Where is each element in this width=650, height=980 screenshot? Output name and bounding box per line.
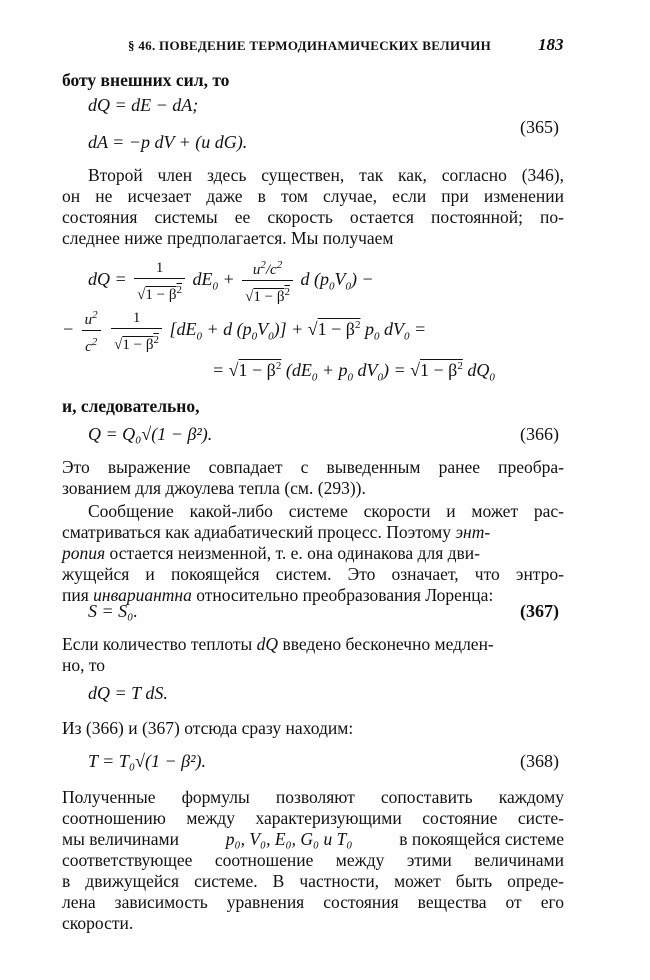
derivation-line-3: = $√1 - \beta^2$ ($dE_0 + p_0$ $dV_0) = √1 - \beta^2$ $dQ_0$ (212, 360, 495, 384)
paragraph-line: Это выражение совпадает с выведенным ранее преобра- (62, 457, 564, 477)
paragraph-line: и, следовательно, (62, 396, 200, 416)
paragraph-line: но, то (62, 655, 106, 675)
paragraph-line (62, 634, 494, 654)
equation-365a: dQ = dE − dA; (88, 95, 199, 115)
paragraph-line (62, 829, 564, 849)
equation-label-365: (365) (520, 117, 559, 137)
paragraph-line: состояния системы ее скорость остается постоянной; по- (62, 207, 564, 227)
paragraph-line: Второй член здесь существен, так как, согласно (346), (88, 165, 564, 185)
paragraph-line: зованием для джоулева тепла (см. (293)). (62, 478, 366, 498)
paragraph-line: Полученные формулы позволяют сопоставить каждому (62, 787, 564, 807)
line-text: остается неизменной, т. е. она одинакова для дви- (109, 543, 480, 563)
paragraph-line (62, 543, 480, 563)
equation-label-368: (368) (520, 751, 559, 771)
line-text: Если количество теплоты (62, 634, 253, 654)
inline-math: p₀, V₀, E₀, G₀ и T₀ (225, 829, 353, 849)
line-text: пия (62, 585, 89, 605)
emphasis: ропия (62, 543, 106, 563)
equation-dq-tds: dQ = T dS. (88, 683, 168, 703)
paragraph-line: соотношению между характеризующими состояние систе- (62, 808, 564, 828)
equation-label-367: (367) (520, 601, 559, 621)
equation-365b: dA = −p dV + (u dG). (88, 132, 248, 152)
line-text: в покоящейся системе (399, 829, 564, 849)
line-text: сматриваться как адиабатический процесс. Поэтому (62, 522, 451, 542)
derivation-line-2: − $\frac{u^2}{c^2}$ $\frac{1}{√1 - \beta^2}$ [$dE_0 + d$ $(p_0V_0)] + √1 - \beta^2$ $p_0$ $dV_0$ = (62, 306, 426, 356)
equation-366: Q = Q₀√(1 − β²). (88, 424, 213, 444)
paragraph-line (62, 522, 490, 542)
paragraph-line: жущейся и покоящейся систем. Это означает, что энтро- (62, 564, 564, 584)
paragraph-line: он не исчезает даже в том случае, если при изменении (62, 186, 564, 206)
inline-math: dQ (256, 634, 279, 654)
paragraph-line: соответствующее соотношение между этими величинами (62, 850, 564, 870)
line-text: относительно преобразования Лоренца: (196, 585, 494, 605)
paragraph-line: Из (366) и (367) отсюда сразу находим: (62, 718, 354, 738)
emphasis: энт- (455, 522, 491, 542)
paragraph-line: в движущейся системе. В частности, может быть опреде- (62, 871, 564, 891)
equation-368: T = T₀√(1 − β²). (88, 751, 206, 771)
paragraph-line: лена зависимость уравнения состояния вещества от его (62, 892, 564, 912)
derivation-line-1: dQ = $\frac{1}{√1 - \beta^2}$ $dE_0$ + $\frac{u^2/c^2}{√1 - \beta^2}$ d $(p_0V_0)$ − (88, 256, 374, 306)
emphasis: инвариантна (93, 585, 192, 605)
equation-label-366: (366) (520, 424, 559, 444)
line-text: мы величинами (62, 829, 179, 849)
paragraph-line: скорости. (62, 913, 134, 933)
paragraph-line: Сообщение какой-либо системе скорости и может рас- (88, 501, 564, 521)
equation-367: S = S₀. (88, 601, 138, 621)
running-head: § 46. ПОВЕДЕНИЕ ТЕРМОДИНАМИЧЕСКИХ ВЕЛИЧИН (128, 38, 492, 53)
line-text: введено бесконечно медлен- (282, 634, 494, 654)
paragraph-line: следнее ниже предполагается. Мы получаем (62, 228, 394, 248)
paragraph-line: боту внешних сил, то (62, 70, 230, 90)
page-number: 183 (538, 35, 564, 54)
